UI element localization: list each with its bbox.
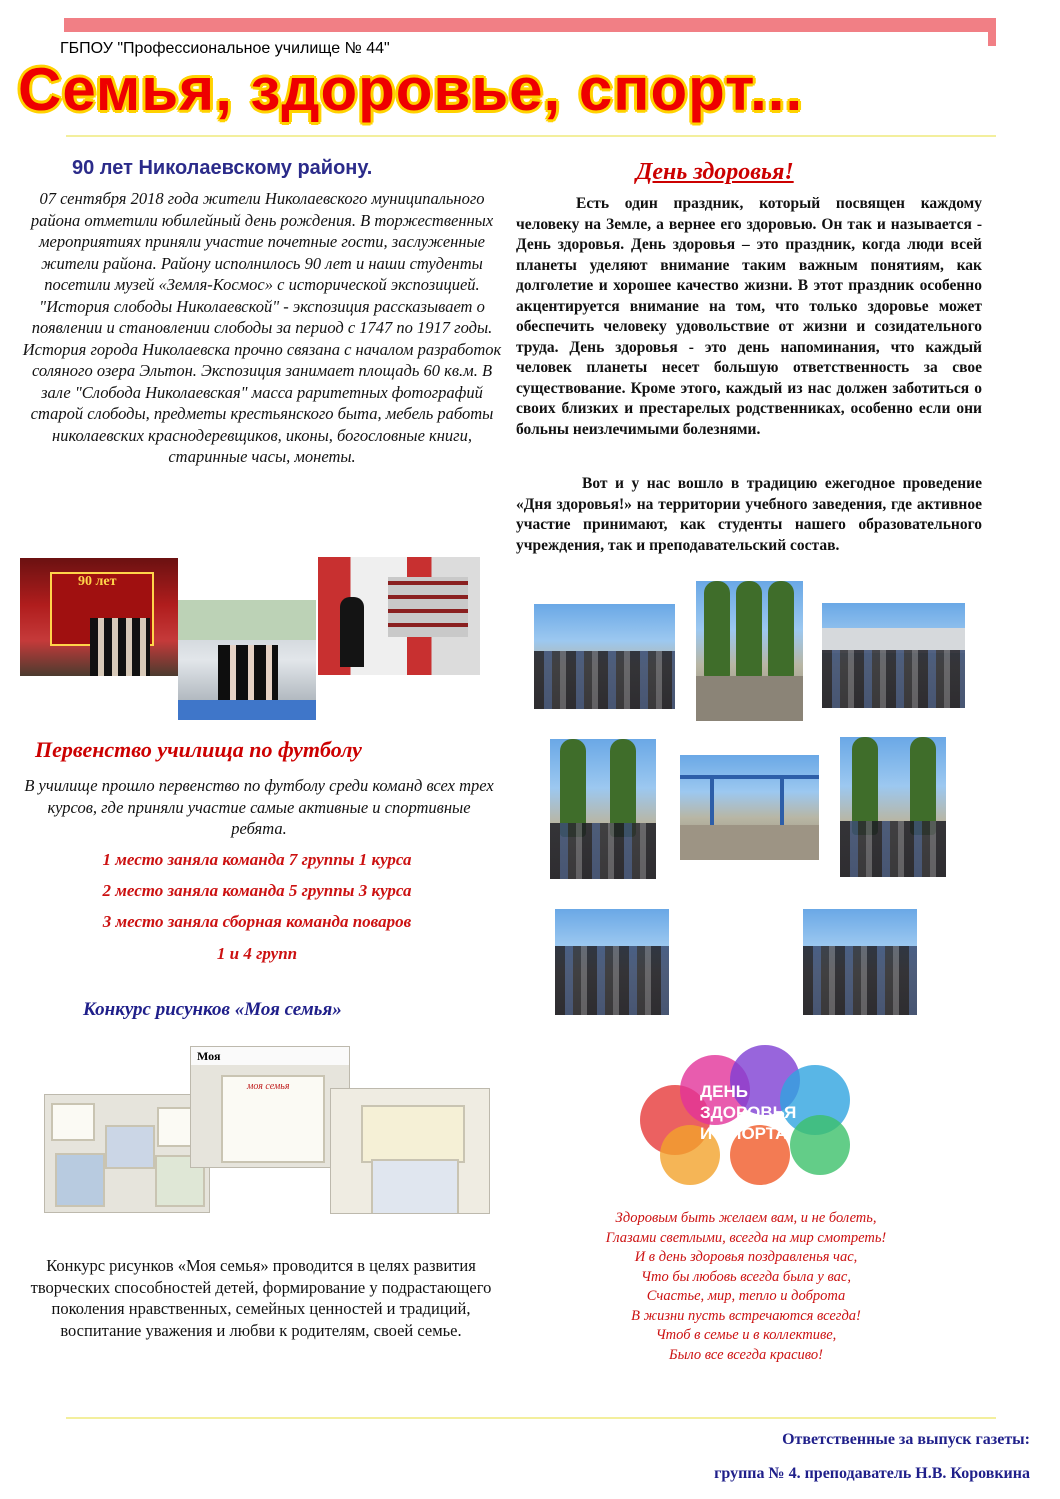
district-body: 07 сентября 2018 года жители Николаевского муниципального района отметили юбилейный день рождения. В торжественных мероприятиях приняли участие почетные гости, заслуженные жители района. Району исполнилось 90 лет и наши студенты посетили музей «Земля-Космос» с исторической экспозицией. "История слободы Николаевской" - экспозиция рассказывает о появлении и становлении слободы за период с 1747 по 1917 годы. История города Николаевска прочно связана с началом разработок соляного озера Эльтон. Экспозиция занимает площадь 60 кв.м. В зале "Слобода Николаевская" масса раритетных фотографий старой слободы, предметы крестьянского быта, мебель работы николаевских краснодеревщиков, иконы, богословные книги, старинные часы, монеты.: [22, 189, 502, 466]
football-heading: Первенство училища по футболу: [35, 737, 362, 762]
drawings-photo-2: [190, 1046, 350, 1168]
drawings-photo-1: [44, 1094, 210, 1213]
health-photo-4: [550, 739, 656, 879]
health-photo-6: [840, 737, 946, 877]
football-result-1: 1 место заняла команда 7 группы 1 курса: [102, 850, 412, 869]
health-photo-1: [534, 604, 675, 709]
footer-rule: [66, 1417, 996, 1419]
museum-photo-1: [20, 558, 178, 676]
poem-line-8: Было все всегда красиво!: [669, 1346, 823, 1363]
health-photo-8: [803, 909, 917, 1015]
health-photo-2: [696, 581, 803, 721]
museum-sign: 90 лет: [78, 574, 117, 589]
health-heading: День здоровья!: [636, 159, 794, 185]
health-photo-3: [822, 603, 965, 708]
drawings-heading: Конкурс рисунков «Моя семья»: [83, 999, 342, 1020]
poem-line-6: В жизни пусть встречаются всегда!: [631, 1307, 861, 1324]
top-bar-corner: [988, 18, 996, 46]
header-rule: [66, 135, 996, 137]
poem-line-3: И в день здоровья поздравленья час,: [634, 1249, 858, 1265]
drawing-label: моя семья: [247, 1081, 290, 1092]
footer-responsible: Ответственные за выпуск газеты:: [782, 1431, 1030, 1448]
museum-photo-3: [318, 557, 480, 675]
football-body: В училище прошло первенство по футболу среди команд всех трех курсов, где приняли участие самые активные и спортивные ребята.: [24, 776, 494, 838]
health-photo-5: [680, 755, 819, 860]
footer-authors: группа № 4. преподаватель Н.В. Коровкина: [714, 1465, 1030, 1482]
health-day-logo: [640, 1045, 860, 1190]
institution-name: ГБПОУ "Профессиональное училище № 44": [60, 40, 390, 57]
poem-line-5: Счастье, мир, тепло и доброта: [646, 1288, 846, 1304]
logo-line-3: И СПОРТА: [700, 1124, 788, 1143]
drawings-body: Конкурс рисунков «Моя семья» проводится в целях развития творческих способностей детей, формирование у подрастающего поколения нравственных, семейных ценностей и традиций, воспитание уважения и любви к родителям, своей семье.: [30, 1256, 492, 1340]
health-paragraph-2: Вот и у нас вошло в традицию ежегодное проведение «Дня здоровья!» на территории учебного заведения, где активное участие принимают, как студенты нашего образовательного учреждения, так и преподавательский состав.: [516, 475, 982, 554]
health-paragraph-1: Есть один праздник, который посвящен каждому человеку на Земле, а вернее его здоровью. Он так и называется - День здоровья. День здоровья – это праздник, когда люди всей планеты уделяют внимание таким важным понятиям, как долголетие и хорошее качество жизни. В этот праздник особенно акцентируется внимание на том, что только здоровье может обеспечить человеку удовольствие от жизни и созидательного труда. День здоровья - это день напоминания, что каждый человек планеты несет большую ответственность за свое существование. Кроме этого, каждый из нас должен заботиться о своих близких и престарелых родственниках, особенно если они больны неизлечимыми болезнями.: [516, 195, 982, 438]
logo-line-1: ДЕНЬ: [700, 1082, 748, 1101]
poem-line-7: Чтоб в семье и в коллективе,: [655, 1327, 837, 1343]
poem-line-1: Здоровым быть желаем вам, и не болеть,: [615, 1210, 877, 1226]
board-label: Моя: [197, 1049, 221, 1063]
newspaper-title: Семья, здоровье, спорт...: [18, 56, 804, 123]
football-result-2: 2 место заняла команда 5 группы 3 курса: [102, 881, 412, 900]
health-photo-7: [555, 909, 669, 1015]
health-poem: [536, 1209, 956, 1365]
museum-photo-2: [178, 600, 316, 720]
logo-line-2: ЗДОРОВЬЯ: [700, 1103, 797, 1122]
poem-line-4: Что бы любовь всегда была у вас,: [640, 1268, 851, 1285]
district-heading: 90 лет Николаевскому району.: [72, 157, 373, 179]
football-result-3: 3 место заняла сборная команда поваров: [102, 912, 412, 931]
poem-line-2: Глазами светлыми, всегда на мир смотреть!: [605, 1229, 887, 1246]
football-result-4: 1 и 4 групп: [216, 944, 298, 963]
drawings-photo-3: [330, 1088, 490, 1214]
